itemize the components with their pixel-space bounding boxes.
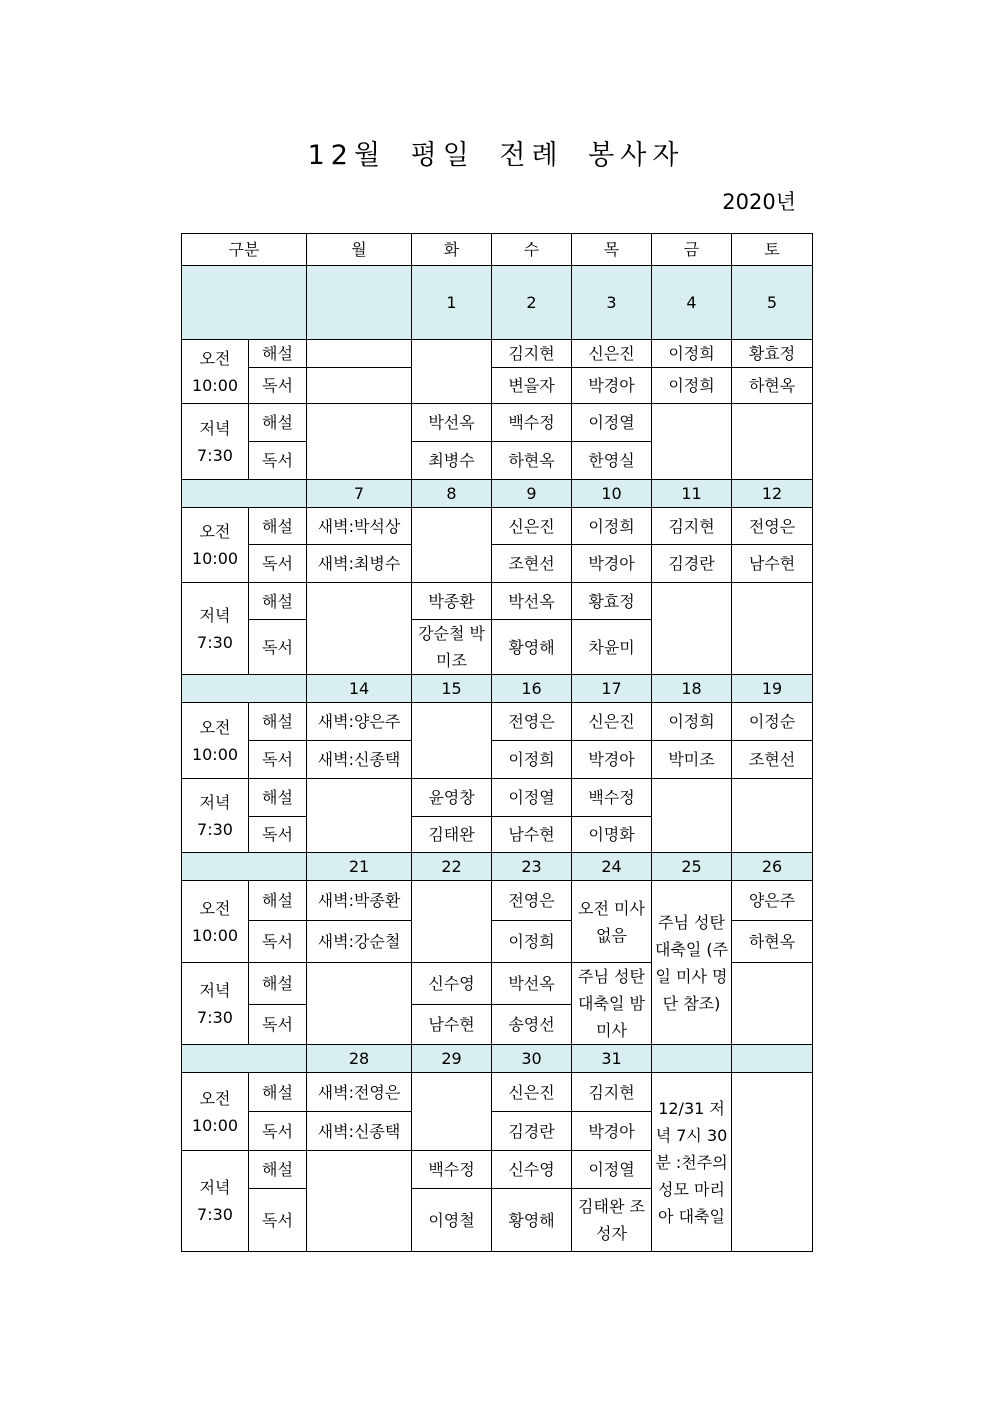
sat-cell: 황효정: [732, 340, 813, 368]
table-row: [182, 266, 813, 340]
sat-cell: 전영은: [732, 508, 813, 545]
sat-cell: 조현선: [732, 741, 813, 779]
mon-cell: 새벽:신종택: [307, 741, 412, 779]
date-number: 23: [492, 853, 572, 881]
date-number: 2: [492, 266, 572, 340]
table-row: [182, 545, 813, 583]
thu-cell: 이명화: [572, 817, 652, 853]
tue-cell: [412, 1073, 492, 1151]
mon-cell: [307, 963, 412, 1045]
time-label-am-line: 오전: [199, 1088, 231, 1108]
time-label-am-line: 10:00: [191, 925, 239, 945]
mon-cell: [307, 583, 412, 675]
table-row: [182, 404, 813, 442]
mon-cell: [307, 1151, 412, 1252]
thu-cell: 이정희: [572, 508, 652, 545]
time-label-am: [182, 703, 249, 779]
thu-cell: 박경아: [572, 545, 652, 583]
thu-cell: 박경아: [572, 368, 652, 404]
time-label-am-line: 10:00: [191, 375, 239, 395]
tue-cell: [412, 881, 492, 963]
mon-cell: 새벽:최병수: [307, 545, 412, 583]
thu-cell: 신은진: [572, 340, 652, 368]
role-commentary: 해설: [249, 963, 307, 1005]
thu-cell: 차윤미: [572, 620, 652, 675]
date-number: 14: [307, 675, 412, 703]
sat-cell: [732, 1073, 813, 1252]
time-label-am-line: 10:00: [191, 744, 239, 764]
time-label-am-line: 10:00: [191, 549, 239, 568]
date-number: 18: [652, 675, 732, 703]
time-label-pm-line: 저녁: [199, 792, 231, 812]
sat-cell: [732, 583, 813, 675]
date-number: 9: [492, 480, 572, 508]
table-row: [182, 583, 813, 620]
date-number: 12: [732, 480, 813, 508]
tue-cell: 백수정: [412, 1151, 492, 1189]
role-commentary: 해설: [249, 508, 307, 545]
date-number: 21: [307, 853, 412, 881]
time-label-pm: [182, 1151, 249, 1252]
schedule-table: [181, 233, 813, 1252]
time-label-pm: [182, 583, 249, 675]
role-reading: 독서: [249, 741, 307, 779]
tue-cell: 최병수: [412, 442, 492, 480]
wed-cell: 신은진: [492, 508, 572, 545]
date-number: [652, 1045, 732, 1073]
wed-cell: 김경란: [492, 1112, 572, 1151]
date-number: 26: [732, 853, 813, 881]
date-number: 29: [412, 1045, 492, 1073]
wed-cell: 조현선: [492, 545, 572, 583]
date-number: 30: [492, 1045, 572, 1073]
thu-note: 주님 성탄 대축일 밤미사: [572, 963, 652, 1045]
table-row: [182, 675, 813, 703]
sat-cell: [732, 779, 813, 853]
wed-cell: 박선옥: [492, 583, 572, 620]
tue-cell: 이영철: [412, 1189, 492, 1252]
wed-cell: 남수현: [492, 817, 572, 853]
time-label-am-line: 10:00: [191, 1115, 239, 1135]
date-number: [307, 266, 412, 340]
table-row: [182, 508, 813, 545]
thu-cell: 백수정: [572, 779, 652, 817]
fri-note: 12/31 저녁 7시 30분 :천주의 성모 마리아 대축일: [652, 1073, 732, 1252]
role-commentary: 해설: [249, 583, 307, 620]
tue-cell: 윤영창: [412, 779, 492, 817]
table-row: [182, 741, 813, 779]
date-number: 16: [492, 675, 572, 703]
header-day: 월: [307, 234, 412, 266]
date-number: 10: [572, 480, 652, 508]
date-number: 17: [572, 675, 652, 703]
date-number: [732, 1045, 813, 1073]
mon-cell: 새벽:박종환: [307, 881, 412, 921]
header-day: 금: [652, 234, 732, 266]
date-number: 19: [732, 675, 813, 703]
wed-cell: 이정희: [492, 921, 572, 963]
role-reading: 독서: [249, 1112, 307, 1151]
time-label-pm-line: 저녁: [199, 605, 231, 625]
wed-cell: 하현옥: [492, 442, 572, 480]
sat-cell: [732, 404, 813, 480]
time-label-am-line: 오전: [199, 522, 231, 541]
time-label-pm-line: 저녁: [199, 1178, 231, 1197]
role-commentary: 해설: [249, 1073, 307, 1112]
date-number: 7: [307, 480, 412, 508]
table-row: [182, 881, 813, 921]
thu-cell: 한영실: [572, 442, 652, 480]
mon-cell: [307, 368, 412, 404]
fri-cell: [652, 404, 732, 480]
wed-cell: 박선옥: [492, 963, 572, 1005]
time-label-pm-line: 7:30: [197, 819, 233, 839]
mon-cell: 새벽:신종택: [307, 1112, 412, 1151]
header-day: 토: [732, 234, 813, 266]
header-day: 화: [412, 234, 492, 266]
header-category: 구분: [182, 234, 307, 266]
role-commentary: 해설: [249, 1151, 307, 1189]
table-row: [182, 340, 813, 368]
fri-note: 주님 성탄 대축일 (주일 미사 명단 참조): [652, 881, 732, 1045]
date-number: 22: [412, 853, 492, 881]
date-row-spacer: [182, 675, 307, 703]
tue-cell: [412, 508, 492, 583]
table-row: [182, 1073, 813, 1112]
time-label-pm: [182, 963, 249, 1045]
wed-cell: 황영해: [492, 1189, 572, 1252]
time-label-pm-line: 7:30: [197, 632, 233, 652]
table-row: [182, 853, 813, 881]
time-label-am-line: 오전: [199, 348, 231, 368]
sat-cell: 하현옥: [732, 921, 813, 963]
time-label-am-line: 오전: [199, 717, 231, 737]
fri-cell: 이정희: [652, 703, 732, 741]
mon-cell: [307, 779, 412, 853]
date-number: 31: [572, 1045, 652, 1073]
time-label-am: [182, 881, 249, 963]
time-label-pm-line: 7:30: [197, 1007, 233, 1027]
header-day: 수: [492, 234, 572, 266]
mon-cell: 새벽:박석상: [307, 508, 412, 545]
table-row: [182, 703, 813, 741]
role-commentary: 해설: [249, 881, 307, 921]
table-row: [182, 1045, 813, 1073]
date-number: 8: [412, 480, 492, 508]
tue-cell: [412, 340, 492, 404]
mon-cell: [307, 340, 412, 368]
date-row-spacer: [182, 480, 307, 508]
mon-cell: 새벽:전영은: [307, 1073, 412, 1112]
wed-cell: 이정희: [492, 741, 572, 779]
date-number: 25: [652, 853, 732, 881]
role-reading: 독서: [249, 620, 307, 675]
thu-cell: 김태완 조성자: [572, 1189, 652, 1252]
sat-cell: 이정순: [732, 703, 813, 741]
role-reading: 독서: [249, 1005, 307, 1045]
role-reading: 독서: [249, 1189, 307, 1252]
date-row-spacer: [182, 1045, 307, 1073]
time-label-pm-line: 7:30: [197, 1205, 233, 1224]
thu-cell: 박경아: [572, 741, 652, 779]
mon-cell: [307, 404, 412, 480]
date-number: 5: [732, 266, 813, 340]
date-row-spacer: [182, 853, 307, 881]
time-label-am: [182, 1073, 249, 1151]
wed-cell: 송영선: [492, 1005, 572, 1045]
time-label-am: [182, 508, 249, 583]
sat-cell: 하현옥: [732, 368, 813, 404]
time-label-am: [182, 340, 249, 404]
time-label-pm-line: 7:30: [197, 445, 233, 465]
fri-cell: 이정희: [652, 368, 732, 404]
thu-cell: 이정열: [572, 404, 652, 442]
date-number: 11: [652, 480, 732, 508]
thu-cell: 박경아: [572, 1112, 652, 1151]
role-reading: 독서: [249, 921, 307, 963]
tue-cell: 박종환: [412, 583, 492, 620]
date-number: 1: [412, 266, 492, 340]
sat-cell: [732, 963, 813, 1045]
wed-cell: 전영은: [492, 881, 572, 921]
sat-cell: 남수현: [732, 545, 813, 583]
wed-cell: 김지현: [492, 340, 572, 368]
wed-cell: 백수정: [492, 404, 572, 442]
table-row: [182, 368, 813, 404]
role-commentary: 해설: [249, 404, 307, 442]
fri-cell: [652, 779, 732, 853]
fri-cell: 김경란: [652, 545, 732, 583]
mon-cell: 새벽:양은주: [307, 703, 412, 741]
header-day: 목: [572, 234, 652, 266]
mon-cell: 새벽:강순철: [307, 921, 412, 963]
table-row: [182, 480, 813, 508]
role-reading: 독서: [249, 442, 307, 480]
tue-cell: 남수현: [412, 1005, 492, 1045]
date-row-spacer: [182, 266, 307, 340]
time-label-pm: [182, 404, 249, 480]
fri-cell: 박미조: [652, 741, 732, 779]
page-title: 12월 평일 전례 봉사자: [307, 140, 685, 171]
tue-cell: 신수영: [412, 963, 492, 1005]
thu-cell: 이정열: [572, 1151, 652, 1189]
thu-cell: 김지현: [572, 1073, 652, 1112]
role-commentary: 해설: [249, 703, 307, 741]
date-number: 24: [572, 853, 652, 881]
tue-cell: 강순철 박미조: [412, 620, 492, 675]
wed-cell: 황영해: [492, 620, 572, 675]
role-commentary: 해설: [249, 779, 307, 817]
sat-cell: 양은주: [732, 881, 813, 921]
tue-cell: [412, 703, 492, 779]
fri-cell: 이정희: [652, 340, 732, 368]
table-row: [182, 234, 813, 266]
role-reading: 독서: [249, 545, 307, 583]
wed-cell: 신수영: [492, 1151, 572, 1189]
date-number: 28: [307, 1045, 412, 1073]
fri-cell: 김지현: [652, 508, 732, 545]
date-number: 4: [652, 266, 732, 340]
time-label-pm-line: 저녁: [199, 980, 231, 1000]
thu-cell: 황효정: [572, 583, 652, 620]
date-number: 15: [412, 675, 492, 703]
time-label-am-line: 오전: [199, 898, 231, 918]
thu-cell: 신은진: [572, 703, 652, 741]
time-label-pm-line: 저녁: [199, 418, 231, 438]
wed-cell: 신은진: [492, 1073, 572, 1112]
role-commentary: 해설: [249, 340, 307, 368]
year-label: 2020년: [722, 190, 796, 214]
table-row: [182, 779, 813, 817]
wed-cell: 이정열: [492, 779, 572, 817]
thu-note: 오전 미사 없음: [572, 881, 652, 963]
tue-cell: 김태완: [412, 817, 492, 853]
wed-cell: 전영은: [492, 703, 572, 741]
wed-cell: 변을자: [492, 368, 572, 404]
date-number: 3: [572, 266, 652, 340]
time-label-pm: [182, 779, 249, 853]
role-reading: 독서: [249, 817, 307, 853]
tue-cell: 박선옥: [412, 404, 492, 442]
fri-cell: [652, 583, 732, 675]
role-reading: 독서: [249, 368, 307, 404]
